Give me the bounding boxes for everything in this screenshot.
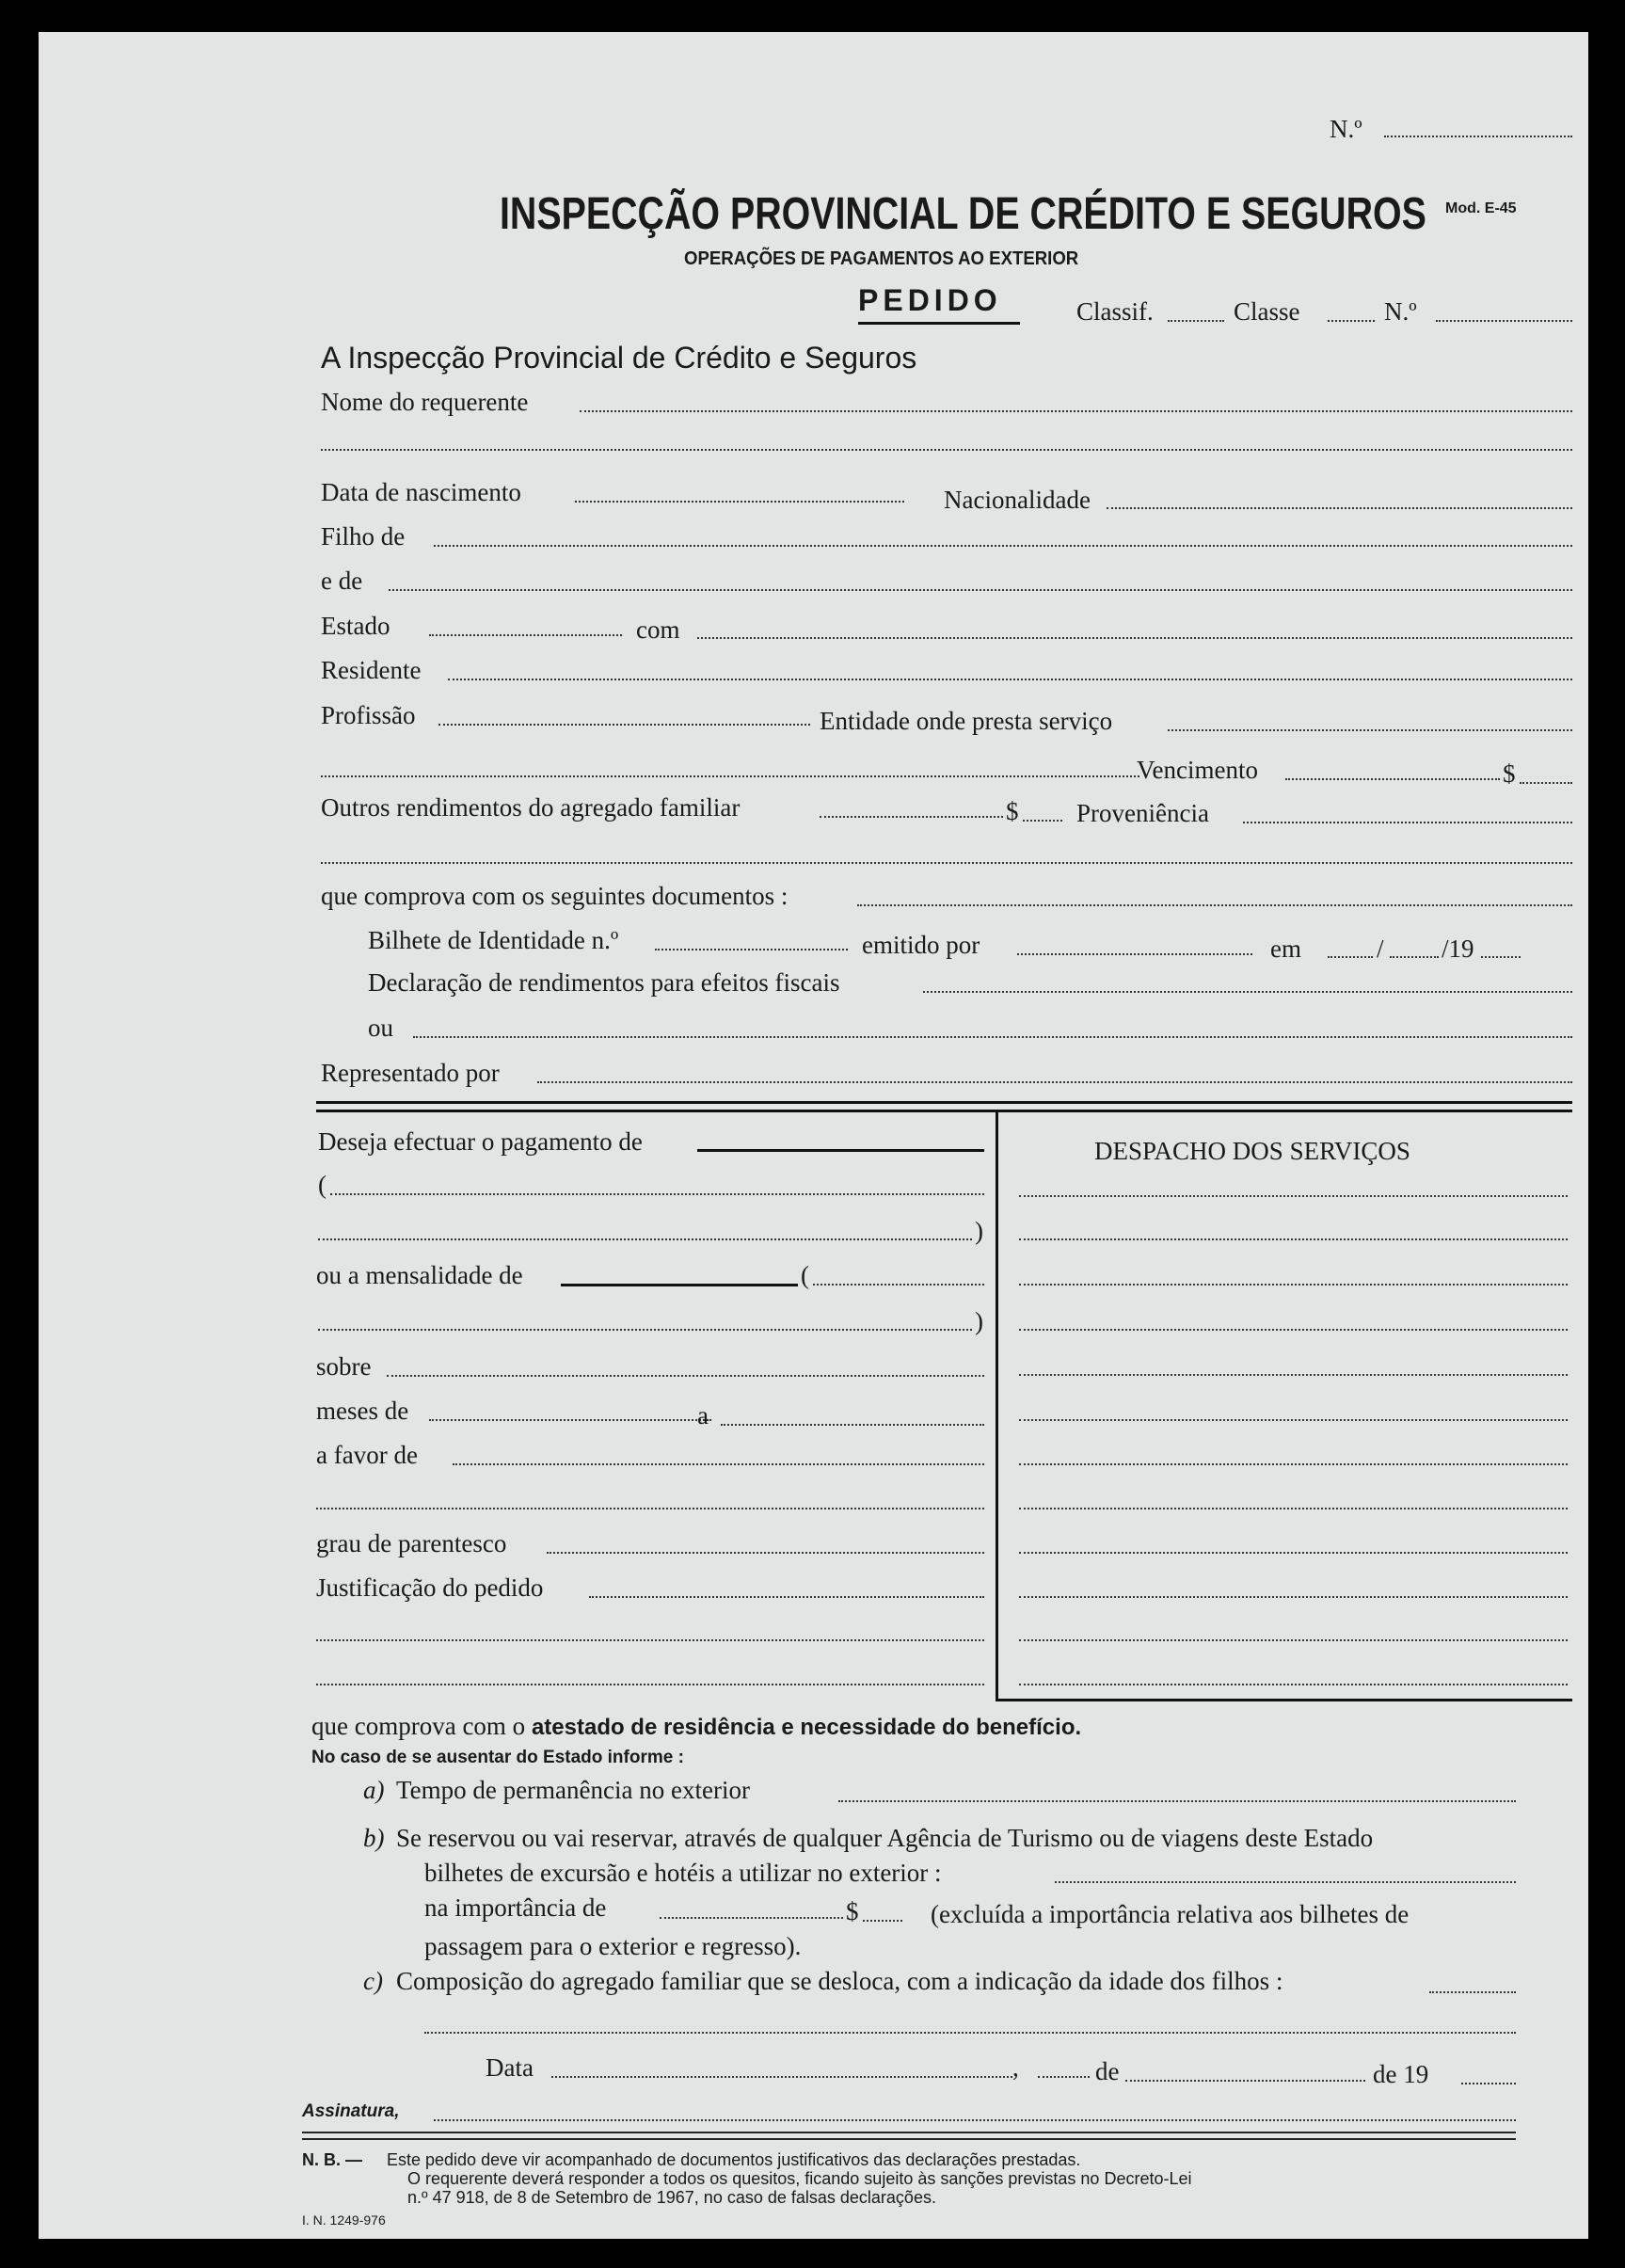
emitido-label: emitido por: [862, 931, 980, 959]
addressee: A Inspecção Provincial de Crédito e Seguros: [321, 341, 917, 375]
a-letter: a): [363, 1776, 385, 1804]
profissao-field[interactable]: [438, 724, 810, 726]
comprova-field[interactable]: [857, 904, 1572, 906]
number-field[interactable]: [1384, 136, 1572, 137]
outros-rendimentos-field[interactable]: [820, 816, 1003, 818]
b-dollar: $: [846, 1897, 859, 1925]
deseja-extenso[interactable]: [330, 1193, 984, 1195]
despacho-border-bottom: [996, 1699, 1572, 1701]
divider-bottom: [316, 1110, 1572, 1112]
meses-label: meses de: [316, 1397, 409, 1425]
data-place-field[interactable]: [551, 2076, 1012, 2078]
outros-dollar: $: [1006, 797, 1019, 825]
nacionalidade-label: Nacionalidade: [944, 486, 1091, 514]
b-text-4: (excluída a importância relativa aos bilhetes de: [931, 1900, 1410, 1928]
mensalidade-label: ou a mensalidade de: [316, 1261, 523, 1289]
despacho-line[interactable]: [1019, 1552, 1568, 1554]
em-slash19: /19: [1442, 934, 1474, 963]
justificacao-field-2[interactable]: [316, 1639, 984, 1641]
meses-a-label: a: [697, 1401, 709, 1429]
footer-rule-2: [302, 2138, 1516, 2140]
meses-field-to[interactable]: [721, 1424, 984, 1426]
data-day-field[interactable]: [1038, 2076, 1090, 2078]
meses-field-from[interactable]: [429, 1419, 711, 1421]
outros-cents[interactable]: [1023, 820, 1062, 822]
em-year[interactable]: [1481, 956, 1521, 958]
nome-field-2[interactable]: [321, 449, 1572, 451]
em-slash: /: [1377, 934, 1384, 963]
justificacao-label: Justificação do pedido: [316, 1573, 544, 1602]
number-label: N.º: [1330, 115, 1362, 143]
assinatura-field[interactable]: [434, 2119, 1516, 2121]
c-field[interactable]: [1429, 1991, 1516, 1993]
data-year-field[interactable]: [1461, 2083, 1516, 2084]
data-de-label: de: [1095, 2057, 1120, 2085]
despacho-line[interactable]: [1019, 1329, 1568, 1331]
em-label: em: [1270, 934, 1301, 963]
form-type-underline: [858, 322, 1020, 325]
outros-rendimentos-label: Outros rendimentos do agregado familiar: [321, 793, 741, 822]
form-type: PEDIDO: [858, 283, 1002, 317]
e-de-field[interactable]: [389, 589, 1572, 591]
b-text-2: bilhetes de excursão e hotéis a utilizar no exterior :: [424, 1859, 942, 1887]
ou-field[interactable]: [413, 1036, 1572, 1038]
com-field[interactable]: [697, 637, 1572, 639]
despacho-title: DESPACHO DOS SERVIÇOS: [1094, 1137, 1410, 1165]
deseja-extenso-2[interactable]: [318, 1238, 972, 1240]
nacionalidade-field[interactable]: [1107, 507, 1572, 509]
bilhete-field[interactable]: [655, 949, 848, 950]
em-month[interactable]: [1390, 956, 1439, 958]
despacho-border-left: [996, 1112, 998, 1700]
deseja-field[interactable]: [697, 1149, 984, 1152]
em-day[interactable]: [1328, 956, 1373, 958]
deseja-close-paren: ): [975, 1217, 983, 1245]
atestado-pre: que comprova com o: [311, 1712, 526, 1740]
proveniencia-field[interactable]: [1243, 822, 1572, 823]
despacho-line[interactable]: [1019, 1374, 1568, 1376]
favor-label: a favor de: [316, 1441, 418, 1469]
c-field-2[interactable]: [424, 2032, 1516, 2034]
data-month-field[interactable]: [1125, 2080, 1365, 2082]
nome-label: Nome do requerente: [321, 388, 529, 416]
mensalidade-field[interactable]: [561, 1284, 798, 1286]
bilhete-label: Bilhete de Identidade n.º: [368, 926, 619, 954]
c-letter: c): [363, 1967, 383, 1995]
vencimento-field[interactable]: [1285, 778, 1500, 780]
mensalidade-close-paren: ): [975, 1307, 983, 1335]
despacho-line[interactable]: [1019, 1684, 1568, 1685]
data-label: Data: [486, 2053, 534, 2082]
deseja-open-paren: (: [318, 1171, 327, 1199]
footer-rule-1: [302, 2132, 1516, 2133]
deseja-label: Deseja efectuar o pagamento de: [318, 1127, 643, 1156]
residente-field[interactable]: [448, 679, 1572, 680]
a-field[interactable]: [838, 1800, 1516, 1802]
despacho-line[interactable]: [1019, 1284, 1568, 1286]
sobre-label: sobre: [316, 1352, 372, 1381]
grau-field[interactable]: [547, 1552, 984, 1554]
mensalidade-extenso-2[interactable]: [318, 1329, 972, 1331]
atestado-text: [311, 1714, 1081, 1739]
data-comma: ,: [1012, 2053, 1019, 2082]
estado-label: Estado: [321, 612, 390, 640]
entidade-label: Entidade onde presta serviço: [820, 707, 1113, 735]
classif-label: Classif.: [1076, 297, 1154, 326]
nb-line-2: O requerente deverá responder a todos os quesitos, ficando sujeito às sanções previstas no Decreto-Lei: [407, 2169, 1192, 2188]
divider-top: [316, 1101, 1572, 1104]
assinatura-label: Assinatura,: [302, 2101, 400, 2121]
nb-line-1: Este pedido deve vir acompanhado de documentos justificativos das declarações prestadas.: [387, 2150, 1081, 2169]
favor-field-2[interactable]: [316, 1508, 984, 1509]
justificacao-field-3[interactable]: [316, 1684, 984, 1685]
emitido-field[interactable]: [1017, 953, 1252, 955]
com-label: com: [636, 615, 680, 644]
n-field[interactable]: [1436, 320, 1572, 322]
despacho-line[interactable]: [1019, 1596, 1568, 1598]
filho-de-field[interactable]: [434, 545, 1572, 547]
despacho-line[interactable]: [1019, 1238, 1568, 1240]
despacho-line[interactable]: [1019, 1463, 1568, 1465]
c-text: Composição do agregado familiar que se desloca, com a indicação da idade dos filhos :: [396, 1967, 1283, 1995]
classif-field[interactable]: [1168, 320, 1224, 322]
ausentar-label: No caso de se ausentar do Estado informe :: [311, 1748, 684, 1767]
data-de19-label: de 19: [1373, 2060, 1429, 2088]
estado-field[interactable]: [429, 634, 622, 636]
ou-label: ou: [368, 1014, 393, 1042]
filho-de-label: Filho de: [321, 522, 406, 551]
model-code: Mod. E-45: [1445, 200, 1517, 216]
entidade-field-2[interactable]: [321, 775, 1139, 777]
n-label: N.º: [1384, 297, 1417, 326]
residente-label: Residente: [321, 656, 422, 684]
classe-field[interactable]: [1328, 320, 1375, 322]
b-amount-field[interactable]: [660, 1917, 843, 1919]
atestado-bold: atestado de residência e necessidade do benefício.: [531, 1715, 1082, 1740]
declaracao-label: Declaração de rendimentos para efeitos fiscais: [368, 968, 840, 997]
e-de-label: e de: [321, 567, 363, 595]
a-text: Tempo de permanência no exterior: [396, 1776, 750, 1804]
profissao-label: Profissão: [321, 701, 416, 729]
despacho-line[interactable]: [1019, 1508, 1568, 1509]
favor-field[interactable]: [453, 1463, 984, 1465]
mensalidade-extenso[interactable]: [813, 1284, 984, 1286]
b-text-3: na importância de: [424, 1893, 607, 1922]
despacho-line[interactable]: [1019, 1419, 1568, 1421]
b-cents-field[interactable]: [863, 1920, 902, 1922]
representado-field[interactable]: [537, 1081, 1572, 1083]
form-subtitle: OPERAÇÕES DE PAGAMENTOS AO EXTERIOR: [684, 248, 1079, 269]
justificacao-field[interactable]: [589, 1596, 984, 1598]
proveniencia-field-2[interactable]: [321, 862, 1572, 864]
form-sheet: [39, 32, 1588, 2239]
form-title: INSPECÇÃO PROVINCIAL DE CRÉDITO E SEGUROS: [500, 189, 1426, 239]
sobre-field[interactable]: [387, 1375, 984, 1377]
grau-label: grau de parentesco: [316, 1529, 507, 1557]
classe-label: Classe: [1234, 297, 1300, 326]
representado-label: Representado por: [321, 1059, 500, 1087]
declaracao-field[interactable]: [923, 991, 1572, 993]
comprova-label: que comprova com os seguintes documentos :: [321, 882, 789, 910]
despacho-line[interactable]: [1019, 1195, 1568, 1197]
b-field[interactable]: [1055, 1881, 1516, 1883]
nb-label: N. B. —: [302, 2150, 363, 2169]
b-text-1: Se reservou ou vai reservar, através de qualquer Agência de Turismo ou de viagens deste Estado: [396, 1824, 1374, 1852]
nb-line-3: n.º 47 918, de 8 de Setembro de 1967, no caso de falsas declarações.: [407, 2188, 936, 2207]
vencimento-label: Vencimento: [1137, 756, 1258, 784]
despacho-line[interactable]: [1019, 1639, 1568, 1641]
b-letter: b): [363, 1824, 385, 1852]
mensalidade-open-paren: (: [801, 1261, 809, 1289]
data-nascimento-field[interactable]: [575, 501, 904, 503]
data-nascimento-label: Data de nascimento: [321, 478, 521, 506]
entidade-field[interactable]: [1168, 729, 1572, 731]
vencimento-cents[interactable]: [1520, 782, 1572, 784]
vencimento-dollar: $: [1503, 759, 1516, 788]
form-code: I. N. 1249-976: [302, 2212, 386, 2228]
proveniencia-label: Proveniência: [1076, 799, 1209, 827]
b-text-5: passagem para o exterior e regresso).: [424, 1932, 802, 1960]
nome-field[interactable]: [580, 410, 1572, 412]
